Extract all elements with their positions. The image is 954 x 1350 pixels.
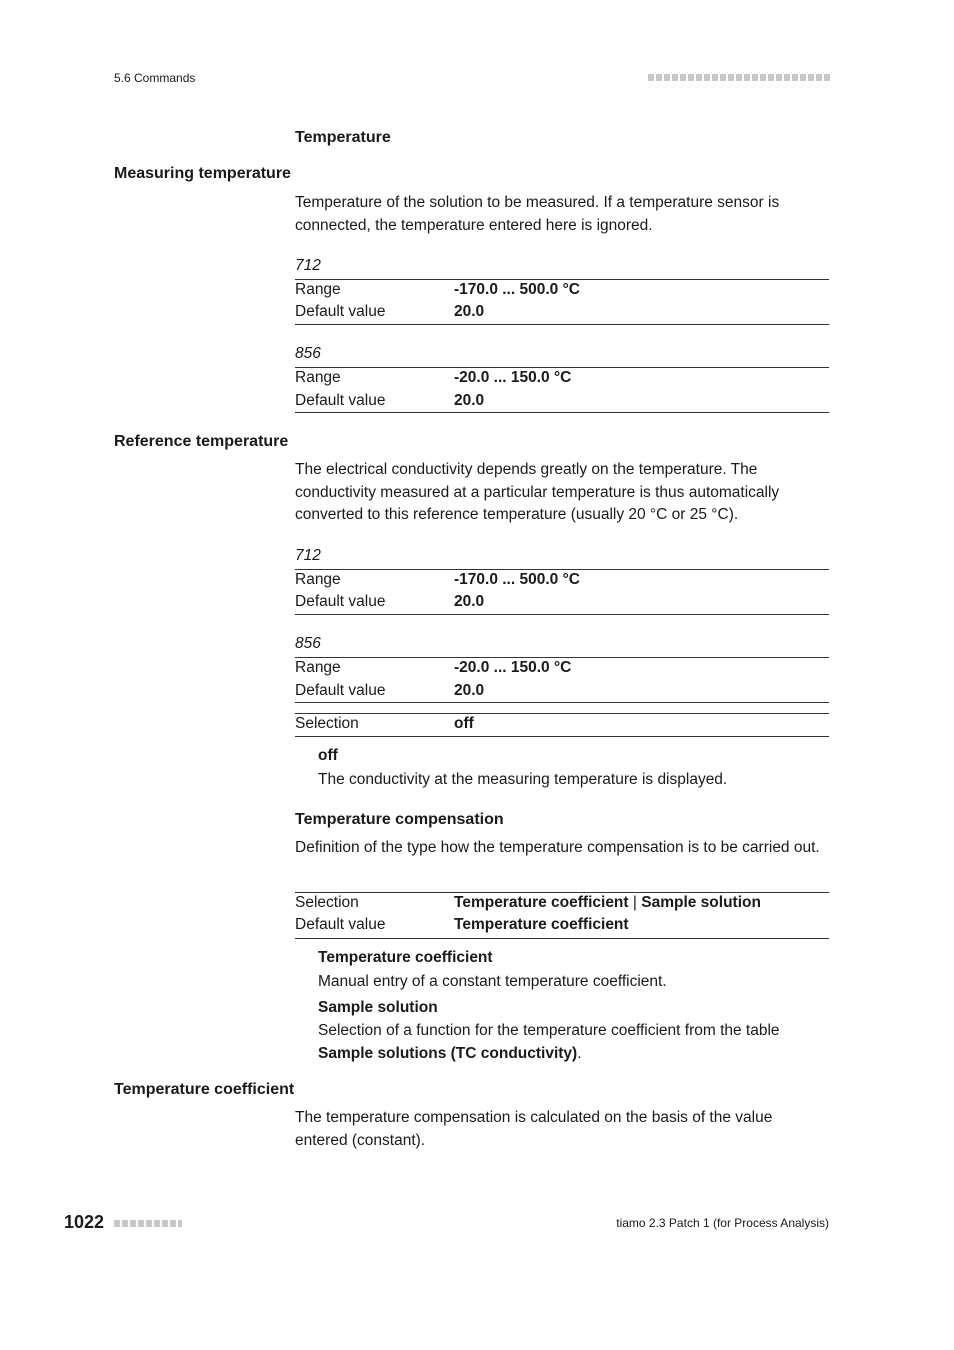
sample-solutions-table-reference: Sample solutions (TC conductivity) bbox=[318, 1044, 578, 1062]
range-label: Range bbox=[295, 571, 341, 588]
selection-value-option-1: Temperature coefficient bbox=[454, 894, 629, 911]
table-rule bbox=[295, 367, 829, 368]
table-rule bbox=[295, 614, 829, 615]
reference-temperature-title: Reference temperature bbox=[114, 433, 289, 450]
table-model-712: 712 bbox=[295, 547, 321, 564]
option-off-description: The conductivity at the measuring temperature is displayed. bbox=[318, 771, 728, 788]
selection-label: Selection bbox=[295, 715, 359, 732]
temperature-compensation-description: Definition of the type how the temperature compensation is to be carried out. bbox=[295, 839, 820, 856]
default-label: Default value bbox=[295, 916, 386, 933]
reference-temperature-description: The electrical conductivity depends greatly on the temperature. The conductivity measured at a particular temperature is thus automatically converted to this reference temperature (usually 20 °C or 25 °C). bbox=[295, 461, 780, 523]
page-number: 1022 bbox=[64, 1212, 105, 1232]
default-label: Default value bbox=[295, 682, 386, 699]
table-rule bbox=[295, 412, 829, 413]
table-rule bbox=[295, 713, 829, 714]
range-value: -170.0 ... 500.0 °C bbox=[454, 281, 580, 298]
default-label: Default value bbox=[295, 593, 386, 610]
temperature-heading: Temperature bbox=[295, 129, 391, 146]
footer-product: tiamo 2.3 Patch 1 (for Process Analysis) bbox=[616, 1216, 829, 1230]
option-sample-solution-description bbox=[318, 1020, 829, 1065]
footer-decoration bbox=[114, 1220, 182, 1227]
temperature-compensation-title: Temperature compensation bbox=[295, 811, 504, 828]
default-value: 20.0 bbox=[454, 682, 485, 699]
option-sample-solution-text: Selection of a function for the temperature coefficient from the table bbox=[318, 1022, 780, 1039]
selection-separator: | bbox=[632, 894, 637, 911]
table-model-712: 712 bbox=[295, 257, 321, 274]
range-label: Range bbox=[295, 659, 341, 676]
table-rule bbox=[295, 938, 829, 939]
default-label: Default value bbox=[295, 303, 386, 320]
running-header-section: 5.6 Commands bbox=[114, 71, 196, 85]
default-value: Temperature coefficient bbox=[454, 916, 629, 933]
measuring-temperature-description: Temperature of the solution to be measured. If a temperature sensor is connected, the temperature entered here is ignored. bbox=[295, 194, 780, 234]
range-label: Range bbox=[295, 369, 341, 386]
temperature-coefficient-title: Temperature coefficient bbox=[114, 1081, 295, 1098]
option-off-name: off bbox=[318, 747, 338, 764]
option-temperature-coefficient-description: Manual entry of a constant temperature coefficient. bbox=[318, 973, 667, 990]
default-label: Default value bbox=[295, 392, 386, 409]
table-rule bbox=[295, 736, 829, 737]
range-label: Range bbox=[295, 281, 341, 298]
sentence-end: . bbox=[577, 1044, 582, 1062]
table-rule bbox=[295, 569, 829, 570]
header-decoration bbox=[648, 74, 830, 81]
option-temperature-coefficient-name: Temperature coefficient bbox=[318, 949, 493, 966]
temperature-coefficient-description: The temperature compensation is calculated on the basis of the value entered (constant). bbox=[295, 1109, 773, 1149]
table-model-856: 856 bbox=[295, 635, 321, 652]
table-rule bbox=[295, 702, 829, 703]
default-value: 20.0 bbox=[454, 593, 485, 610]
measuring-temperature-title: Measuring temperature bbox=[114, 165, 291, 182]
selection-values bbox=[454, 894, 761, 912]
option-sample-solution-name: Sample solution bbox=[318, 999, 438, 1016]
table-model-856: 856 bbox=[295, 345, 321, 362]
table-rule bbox=[295, 279, 829, 280]
selection-value: off bbox=[454, 715, 474, 732]
selection-value-option-2: Sample solution bbox=[641, 894, 761, 911]
range-value: -170.0 ... 500.0 °C bbox=[454, 571, 580, 588]
selection-label: Selection bbox=[295, 894, 359, 911]
table-rule bbox=[295, 657, 829, 658]
default-value: 20.0 bbox=[454, 303, 485, 320]
table-rule bbox=[295, 324, 829, 325]
range-value: -20.0 ... 150.0 °C bbox=[454, 659, 572, 676]
table-rule bbox=[295, 892, 829, 893]
range-value: -20.0 ... 150.0 °C bbox=[454, 369, 572, 386]
default-value: 20.0 bbox=[454, 392, 485, 409]
